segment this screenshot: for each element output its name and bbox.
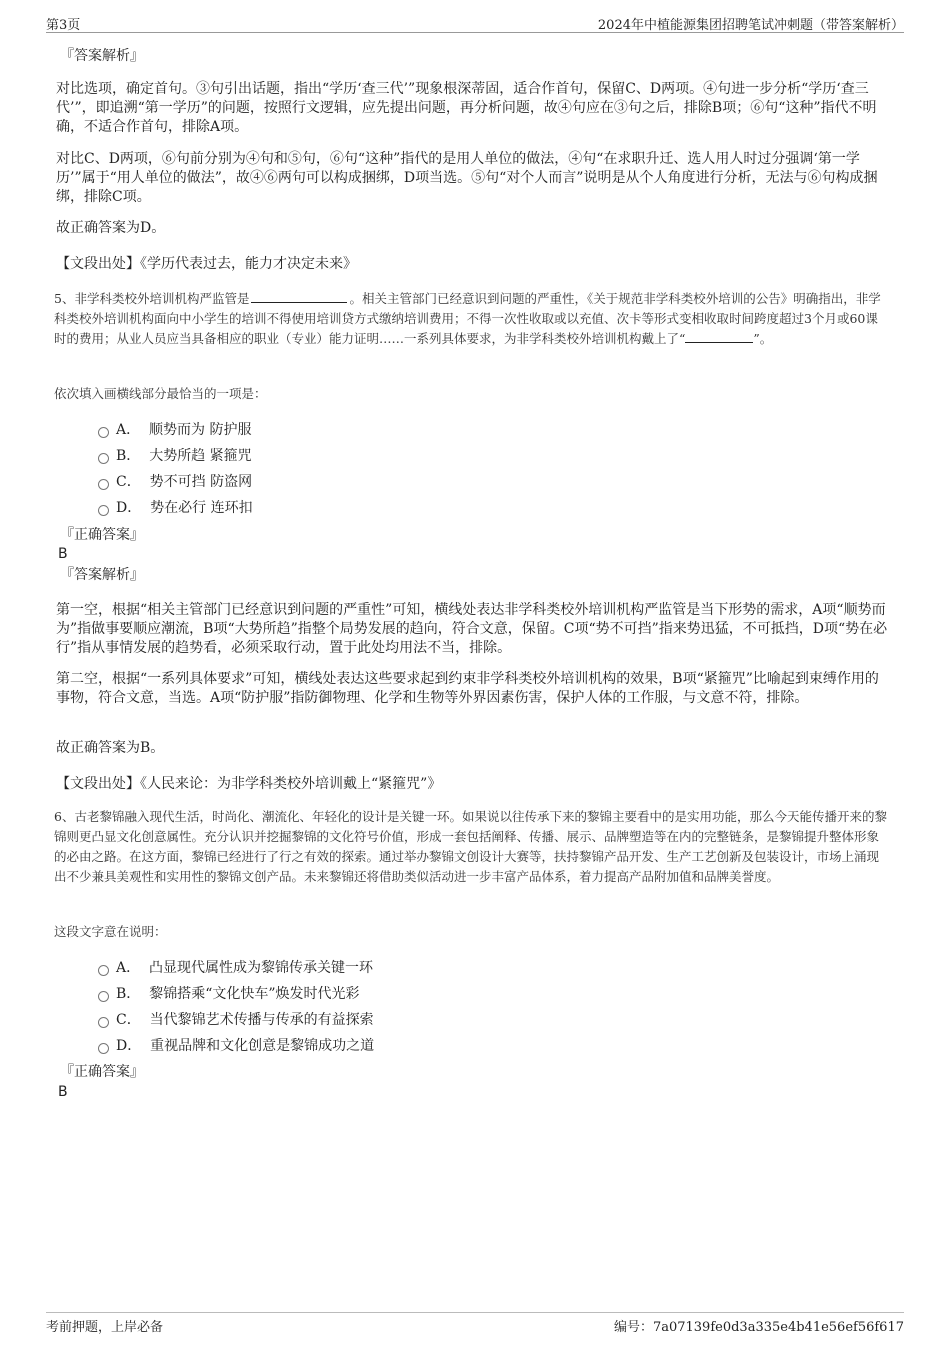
analysis-paragraph: 第二空，根据“一系列具体要求”可知，横线处表达这些要求起到约束非学科类校外培训机构的效果，B项“紧箍咒”比喻起到束缚作用的事物，符合文意，当选。A项“防护服”指防御物理、化学和生物等外界因素伤害，保护人体的工作服，与文意不符，排除。 xyxy=(56,671,879,706)
options-list xyxy=(56,955,456,1059)
question-6-stem: 6、古老黎锦融入现代生活，时尚化、潮流化、年轻化的设计是关键一环。如果说以往传承下来的黎锦主要看中的是实用功能，那么今天能传播开来的黎锦则更凸显文化创意属性。充分认识并挖掘黎锦的文化符号价值，形成一套包括阐释、传播、展示、品牌塑造等在内的完整链条，是黎锦提升整体形象的必由之路。在这方面，黎锦已经进行了行之有效的探索。通过举办黎锦文创设计大赛等，扶持黎锦产品开发、生产工艺创新及包装设计，市场上涌现出不少兼具美观性和实用性的黎锦文创产品。未来黎锦还将借助类似活动进一步丰富产品体系，着力提高产品附加值和品牌美誉度。 xyxy=(54,809,887,884)
analysis-label: 『答案解析』 xyxy=(60,567,144,583)
radio-button[interactable] xyxy=(98,505,109,516)
radio-button[interactable] xyxy=(98,1017,109,1028)
option-a[interactable]: A． 顺势而为 防护服 xyxy=(56,417,456,443)
fill-blank xyxy=(685,330,753,343)
radio-button[interactable] xyxy=(98,453,109,464)
conclusion: 故正确答案为D。 xyxy=(56,220,166,236)
page-header xyxy=(46,12,904,33)
option-c[interactable]: C． 势不可挡 防盗网 xyxy=(56,469,456,495)
radio-button[interactable] xyxy=(98,991,109,1002)
option-c[interactable]: C． 当代黎锦艺术传播与传承的有益探索 xyxy=(56,1007,456,1033)
option-d[interactable]: D． 势在必行 连环扣 xyxy=(56,495,456,521)
question-5-stem: 5、非学科类校外培训机构严监管是 。相关主管部门已经意识到问题的严重性，《关于规范非学科类校外培训的公告》明确指出，非学科类校外培训机构面向中小学生的培训不得使用培训贷方式缴纳培训费用；不得一次性收取或以充值、次卡等形式变相收取时间跨度超过3个月或60课时的费用；从业人员应当具备相应的职业（专业）能力证明……一系列具体要求，为非学科类校外培训机构戴上了“ ”。 xyxy=(54,291,881,346)
correct-answer: B xyxy=(58,1084,68,1100)
page-number: 第3页 xyxy=(46,18,81,33)
option-a[interactable]: A． 凸显现代属性成为黎锦传承关键一环 xyxy=(56,955,456,981)
options-list xyxy=(56,417,456,521)
source-citation: 【文段出处】《学历代表过去，能力才决定未来》 xyxy=(56,256,357,272)
radio-button[interactable] xyxy=(98,427,109,438)
correct-answer: B xyxy=(58,546,68,562)
question-prompt: 这段文字意在说明： xyxy=(54,924,167,939)
page-footer xyxy=(46,1312,904,1333)
radio-button[interactable] xyxy=(98,965,109,976)
analysis-label: 『答案解析』 xyxy=(60,48,144,64)
analysis-paragraph: 对比选项，确定首句。③句引出话题，指出“学历‘查三代’”现象根深蒂固，适合作首句，保留C、D两项。④句进一步分析“学历‘查三代’”，即追溯“第一学历”的问题，按照行文逻辑，应先提出问题，再分析问题，故④句应在③句之后，排除B项；⑥句“这种”指代不明确，不适合作首句，排除A项。 xyxy=(56,81,877,135)
analysis-paragraph: 第一空，根据“相关主管部门已经意识到问题的严重性”可知，横线处表达非学科类校外培训机构严监管是当下形势的需求，A项“顺势而为”指做事要顺应潮流，B项“大势所趋”指整个局势发展的趋向，符合文意，保留。C项“势不可挡”指来势迅猛，不可抵挡，D项“势在必行”指从事情发展的趋势看，必须采取行动，置于此处均用法不当，排除。 xyxy=(56,602,888,656)
radio-button[interactable] xyxy=(98,1043,109,1054)
answer-label: 『正确答案』 xyxy=(60,1064,144,1080)
option-b[interactable]: B． 大势所趋 紧箍咒 xyxy=(56,443,456,469)
question-prompt: 依次填入画横线部分最恰当的一项是： xyxy=(54,386,267,401)
fill-blank xyxy=(251,290,347,303)
option-d[interactable]: D． 重视品牌和文化创意是黎锦成功之道 xyxy=(56,1033,456,1059)
document-title: 2024年中植能源集团招聘笔试冲刺题（带答案解析） xyxy=(597,18,904,33)
footer-slogan: 考前押题，上岸必备 xyxy=(46,1320,164,1335)
source-citation: 【文段出处】《人民来论：为非学科类校外培训戴上“紧箍咒”》 xyxy=(56,776,442,792)
conclusion: 故正确答案为B。 xyxy=(56,740,165,756)
radio-button[interactable] xyxy=(98,479,109,490)
analysis-paragraph: 对比C、D两项，⑥句前分别为④句和⑤句，⑥句“这种”指代的是用人单位的做法，④句“在求职升迁、选人用人时过分强调‘第一学历’”属于“用人单位的做法”，故④⑥两句可以构成捆绑，D项当选。⑤句“对个人而言”说明是从个人角度进行分析，无法与⑥句构成捆绑，排除C项。 xyxy=(56,151,878,205)
answer-label: 『正确答案』 xyxy=(60,527,144,543)
document-serial: 编号：7a07139fe0d3a335e4b41e56ef56f617 xyxy=(613,1320,904,1335)
option-b[interactable]: B． 黎锦搭乘“文化快车”焕发时代光彩 xyxy=(56,981,456,1007)
